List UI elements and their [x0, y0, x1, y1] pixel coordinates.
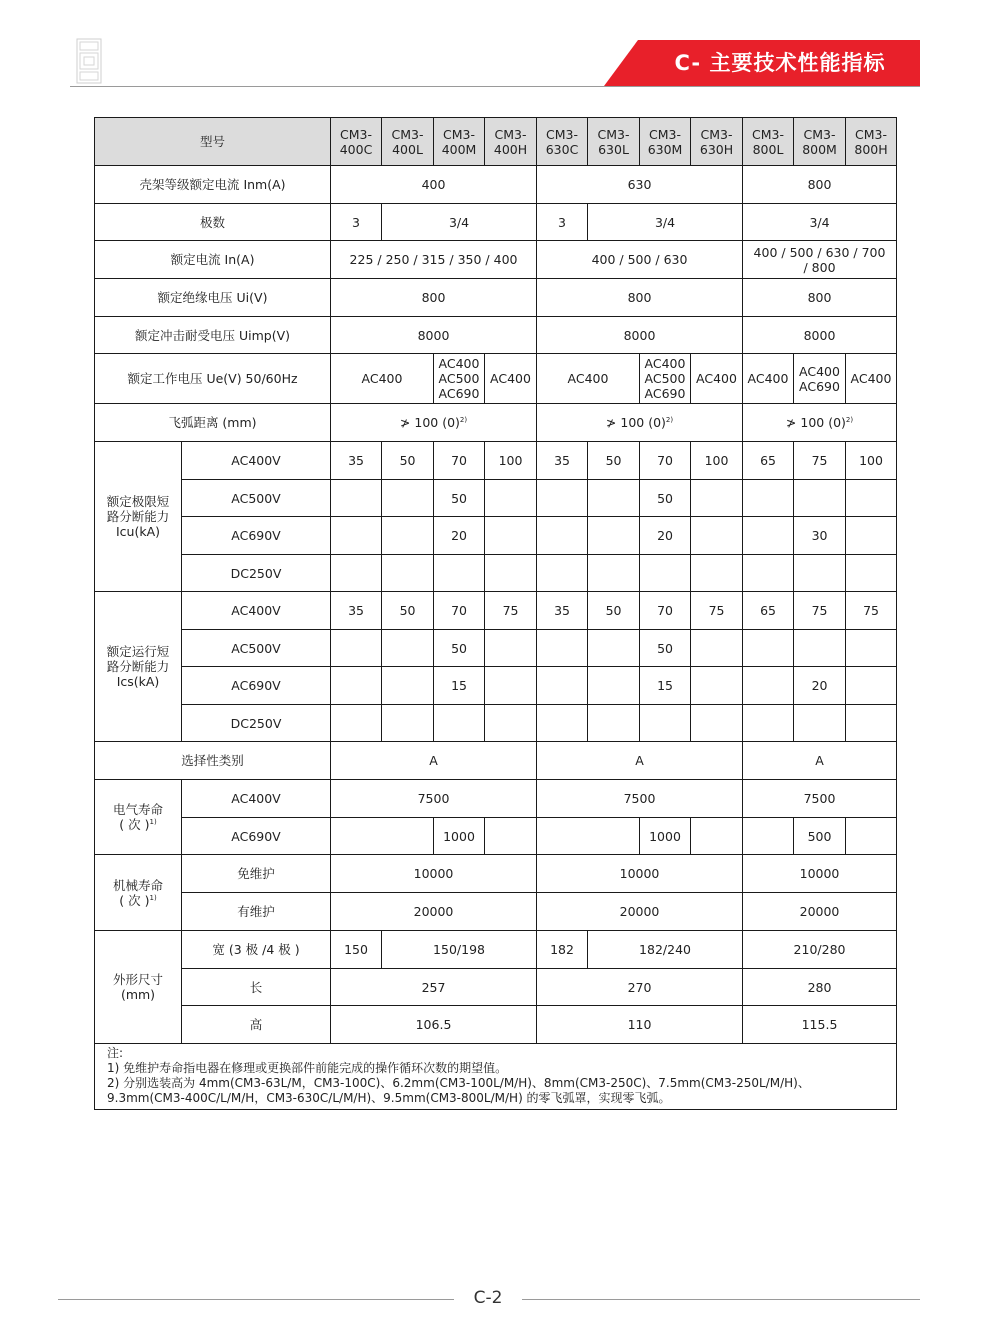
value-cell	[588, 705, 640, 742]
icu-row	[95, 555, 897, 592]
value-cell: 182/240	[588, 931, 743, 969]
value-cell: 1000	[640, 818, 691, 855]
dimensions-row	[95, 969, 897, 1006]
mechanical-life-row	[95, 855, 897, 893]
arc-distance-value: ≯ 100 (0)	[785, 415, 846, 430]
footer-divider	[58, 1299, 454, 1300]
value-cell	[691, 818, 743, 855]
value-cell	[691, 667, 743, 705]
value-cell: 630	[537, 166, 743, 204]
value-cell	[485, 705, 537, 742]
value-cell: 3	[331, 204, 382, 241]
value-cell	[537, 818, 640, 855]
value-cell	[640, 555, 691, 592]
value-cell: 10000	[743, 855, 897, 893]
value-cell	[434, 555, 485, 592]
value-cell: 50	[588, 592, 640, 630]
page-title: C- 主要技术性能指标	[674, 51, 886, 75]
value-cell: 50	[382, 442, 434, 480]
value-cell	[743, 667, 794, 705]
value-cell: 35	[331, 442, 382, 480]
value-cell: 15	[640, 667, 691, 705]
models-label: 型号	[95, 118, 331, 166]
value-cell: 35	[537, 592, 588, 630]
value-cell	[640, 705, 691, 742]
value-cell: 50	[640, 480, 691, 517]
value-cell: 400 / 500 / 630 / 700 / 800	[743, 241, 897, 279]
value-cell	[846, 630, 897, 667]
row-label: 壳架等级额定电流 Inm(A)	[95, 166, 331, 204]
row-label: 额定冲击耐受电压 Uimp(V)	[95, 317, 331, 354]
value-cell	[382, 480, 434, 517]
footer-divider	[522, 1299, 920, 1300]
value-cell	[331, 555, 382, 592]
row-label: 额定工作电压 Ue(V) 50/60Hz	[95, 354, 331, 404]
section-label: 额定极限短路分断能力 Icu(kA)	[95, 442, 182, 592]
frame-current-row	[95, 166, 897, 204]
value-cell	[485, 818, 537, 855]
value-cell	[331, 404, 537, 442]
value-cell: 20	[640, 517, 691, 555]
value-cell: AC400 AC500 AC690	[640, 354, 691, 404]
maintenance-label: 有维护	[182, 893, 331, 931]
value-cell	[331, 818, 434, 855]
value-cell	[846, 705, 897, 742]
value-cell	[794, 555, 846, 592]
value-cell	[743, 818, 794, 855]
note-line: 注:	[107, 1046, 124, 1060]
value-cell: 20	[794, 667, 846, 705]
value-cell	[846, 667, 897, 705]
value-cell: 35	[331, 592, 382, 630]
voltage-label: DC250V	[182, 555, 331, 592]
value-cell	[382, 705, 434, 742]
value-cell	[846, 517, 897, 555]
icu-row	[95, 442, 897, 480]
value-cell	[485, 517, 537, 555]
value-cell: 7500	[743, 780, 897, 818]
value-cell: 65	[743, 592, 794, 630]
value-cell: 7500	[331, 780, 537, 818]
value-cell	[846, 480, 897, 517]
impulse-voltage-row	[95, 317, 897, 354]
value-cell: 8000	[537, 317, 743, 354]
value-cell: 70	[434, 592, 485, 630]
notes-cell	[95, 1044, 897, 1110]
model-cell: CM3- 800H	[846, 118, 897, 166]
value-cell	[331, 667, 382, 705]
arc-distance-row	[95, 404, 897, 442]
dimensions-row	[95, 931, 897, 969]
dimensions-row	[95, 1006, 897, 1044]
value-cell: 280	[743, 969, 897, 1006]
value-cell: 75	[794, 442, 846, 480]
value-cell: 270	[537, 969, 743, 1006]
model-cell: CM3- 630C	[537, 118, 588, 166]
ics-section	[95, 592, 897, 742]
spec-table	[94, 117, 897, 1110]
value-cell	[537, 517, 588, 555]
value-cell	[691, 630, 743, 667]
operating-voltage-row	[95, 354, 897, 404]
footnote-ref: 2)	[665, 415, 674, 424]
electrical-life-row	[95, 780, 897, 818]
value-cell: 8000	[331, 317, 537, 354]
model-cell: CM3- 630H	[691, 118, 743, 166]
note-line: 2) 分别选装高为 4mm(CM3-63L/M，CM3-100C)、6.2mm(CM3-100L/M/H)、8mm(CM3-250C)、7.5mm(CM3-250L/M/H)、	[107, 1076, 810, 1090]
value-cell	[743, 480, 794, 517]
arc-distance-value: ≯ 100 (0)	[399, 415, 460, 430]
value-cell: 3/4	[382, 204, 537, 241]
voltage-label: DC250V	[182, 705, 331, 742]
ics-row	[95, 667, 897, 705]
icu-section	[95, 442, 897, 592]
value-cell: 115.5	[743, 1006, 897, 1044]
ics-row	[95, 630, 897, 667]
value-cell: AC400 AC690	[794, 354, 846, 404]
model-cell: CM3- 400L	[382, 118, 434, 166]
value-cell: 106.5	[331, 1006, 537, 1044]
electrical-life-label: 电气寿命 ( 次 )	[112, 802, 163, 832]
value-cell	[331, 480, 382, 517]
value-cell	[588, 630, 640, 667]
value-cell: 100	[485, 442, 537, 480]
value-cell	[691, 480, 743, 517]
header-divider	[70, 86, 920, 87]
value-cell: 75	[485, 592, 537, 630]
model-cell: CM3- 630L	[588, 118, 640, 166]
value-cell: 3/4	[588, 204, 743, 241]
voltage-label: AC500V	[182, 480, 331, 517]
voltage-label: AC500V	[182, 630, 331, 667]
value-cell: 210/280	[743, 931, 897, 969]
value-cell: 150/198	[382, 931, 537, 969]
value-cell: A	[537, 742, 743, 780]
mechanical-life-label: 机械寿命 ( 次 )	[112, 877, 163, 908]
footnote-ref: 1)	[149, 817, 157, 826]
value-cell: 225 / 250 / 315 / 350 / 400	[331, 241, 537, 279]
value-cell: 20000	[331, 893, 537, 931]
value-cell	[485, 667, 537, 705]
maintenance-label: 免维护	[182, 855, 331, 893]
poles-row	[95, 204, 897, 241]
voltage-label: AC400V	[182, 780, 331, 818]
value-cell	[382, 517, 434, 555]
model-cell: CM3- 400C	[331, 118, 382, 166]
value-cell: 500	[794, 818, 846, 855]
value-cell: 110	[537, 1006, 743, 1044]
value-cell	[794, 705, 846, 742]
value-cell	[743, 517, 794, 555]
value-cell: AC400	[691, 354, 743, 404]
value-cell	[846, 818, 897, 855]
value-cell: A	[743, 742, 897, 780]
value-cell	[537, 555, 588, 592]
value-cell: 75	[846, 592, 897, 630]
value-cell	[588, 667, 640, 705]
section-label: 额定运行短路分断能力 Ics(kA)	[95, 592, 182, 742]
value-cell: 15	[434, 667, 485, 705]
value-cell	[485, 480, 537, 517]
value-cell	[331, 517, 382, 555]
value-cell: 257	[331, 969, 537, 1006]
voltage-label: AC690V	[182, 818, 331, 855]
insulation-voltage-row	[95, 279, 897, 317]
value-cell	[537, 630, 588, 667]
footnote-ref: 2)	[459, 415, 468, 424]
page-number: C-2	[473, 1288, 503, 1308]
value-cell: 20	[434, 517, 485, 555]
row-label: 选择性类别	[95, 742, 331, 780]
value-cell	[485, 555, 537, 592]
value-cell: 75	[794, 592, 846, 630]
value-cell	[691, 555, 743, 592]
icu-row	[95, 480, 897, 517]
ics-row	[95, 592, 897, 630]
value-cell: 100	[691, 442, 743, 480]
value-cell	[537, 705, 588, 742]
value-cell: A	[331, 742, 537, 780]
value-cell: 75	[691, 592, 743, 630]
voltage-label: AC690V	[182, 667, 331, 705]
selectivity-row	[95, 742, 897, 780]
value-cell	[434, 705, 485, 742]
value-cell	[743, 555, 794, 592]
electrical-life-row	[95, 818, 897, 855]
row-label: 额定绝缘电压 Ui(V)	[95, 279, 331, 317]
value-cell: 35	[537, 442, 588, 480]
model-cell: CM3- 400H	[485, 118, 537, 166]
value-cell: AC400 AC500 AC690	[434, 354, 485, 404]
value-cell: 400	[331, 166, 537, 204]
value-cell	[485, 630, 537, 667]
value-cell	[537, 480, 588, 517]
footnote-ref: 1)	[149, 893, 157, 902]
value-cell: 1000	[434, 818, 485, 855]
value-cell	[382, 555, 434, 592]
dimension-label: 宽 (3 极 /4 极 )	[182, 931, 331, 969]
value-cell	[743, 705, 794, 742]
model-cell: CM3- 630M	[640, 118, 691, 166]
value-cell: 50	[382, 592, 434, 630]
section-label	[95, 855, 182, 931]
section-label: 外形尺寸 (mm)	[95, 931, 182, 1044]
value-cell	[537, 667, 588, 705]
value-cell	[537, 404, 743, 442]
notes-row	[95, 1044, 897, 1110]
value-cell: 50	[640, 630, 691, 667]
value-cell: 10000	[331, 855, 537, 893]
dimension-label: 高	[182, 1006, 331, 1044]
value-cell: 182	[537, 931, 588, 969]
value-cell: 150	[331, 931, 382, 969]
value-cell	[691, 705, 743, 742]
value-cell: 800	[743, 166, 897, 204]
value-cell: 70	[640, 442, 691, 480]
value-cell	[794, 480, 846, 517]
voltage-label: AC400V	[182, 592, 331, 630]
value-cell: 50	[434, 480, 485, 517]
value-cell: 50	[588, 442, 640, 480]
value-cell: AC400	[485, 354, 537, 404]
ics-row	[95, 705, 897, 742]
value-cell: 20000	[537, 893, 743, 931]
mechanical-life-row	[95, 893, 897, 931]
model-cell: CM3- 400M	[434, 118, 485, 166]
section-label	[95, 780, 182, 855]
dimension-label: 长	[182, 969, 331, 1006]
value-cell: 800	[537, 279, 743, 317]
model-cell: CM3- 800M	[794, 118, 846, 166]
value-cell: 20000	[743, 893, 897, 931]
company-logo-icon	[76, 38, 102, 84]
value-cell: 70	[640, 592, 691, 630]
footnote-ref: 2)	[845, 415, 854, 424]
value-cell: 100	[846, 442, 897, 480]
value-cell	[743, 630, 794, 667]
value-cell: 800	[743, 279, 897, 317]
row-label: 额定电流 In(A)	[95, 241, 331, 279]
value-cell: AC400	[537, 354, 640, 404]
value-cell: 65	[743, 442, 794, 480]
value-cell: AC400	[331, 354, 434, 404]
model-cell: CM3- 800L	[743, 118, 794, 166]
row-label: 极数	[95, 204, 331, 241]
value-cell: 50	[434, 630, 485, 667]
value-cell	[794, 630, 846, 667]
value-cell	[382, 630, 434, 667]
value-cell: 3/4	[743, 204, 897, 241]
value-cell: 800	[331, 279, 537, 317]
value-cell: 30	[794, 517, 846, 555]
value-cell	[588, 555, 640, 592]
value-cell: 3	[537, 204, 588, 241]
voltage-label: AC690V	[182, 517, 331, 555]
value-cell	[588, 480, 640, 517]
value-cell: 8000	[743, 317, 897, 354]
icu-row	[95, 517, 897, 555]
arc-distance-value: ≯ 100 (0)	[605, 415, 666, 430]
value-cell	[691, 517, 743, 555]
value-cell	[331, 630, 382, 667]
value-cell	[331, 705, 382, 742]
value-cell: AC400	[846, 354, 897, 404]
models-row	[95, 118, 897, 166]
row-label: 飞弧距离 (mm)	[95, 404, 331, 442]
rated-current-row	[95, 241, 897, 279]
note-line: 9.3mm(CM3-400C/L/M/H，CM3-630C/L/M/H)、9.5mm(CM3-800L/M/H) 的零飞弧罩，实现零飞弧。	[107, 1091, 671, 1105]
value-cell: 10000	[537, 855, 743, 893]
voltage-label: AC400V	[182, 442, 331, 480]
value-cell	[588, 517, 640, 555]
value-cell	[743, 404, 897, 442]
value-cell: 400 / 500 / 630	[537, 241, 743, 279]
note-line: 1) 免维护寿命指电器在修理或更换部件前能完成的操作循环次数的期望值。	[107, 1061, 508, 1075]
value-cell: 70	[434, 442, 485, 480]
value-cell	[382, 667, 434, 705]
value-cell: AC400	[743, 354, 794, 404]
value-cell: 7500	[537, 780, 743, 818]
value-cell	[846, 555, 897, 592]
